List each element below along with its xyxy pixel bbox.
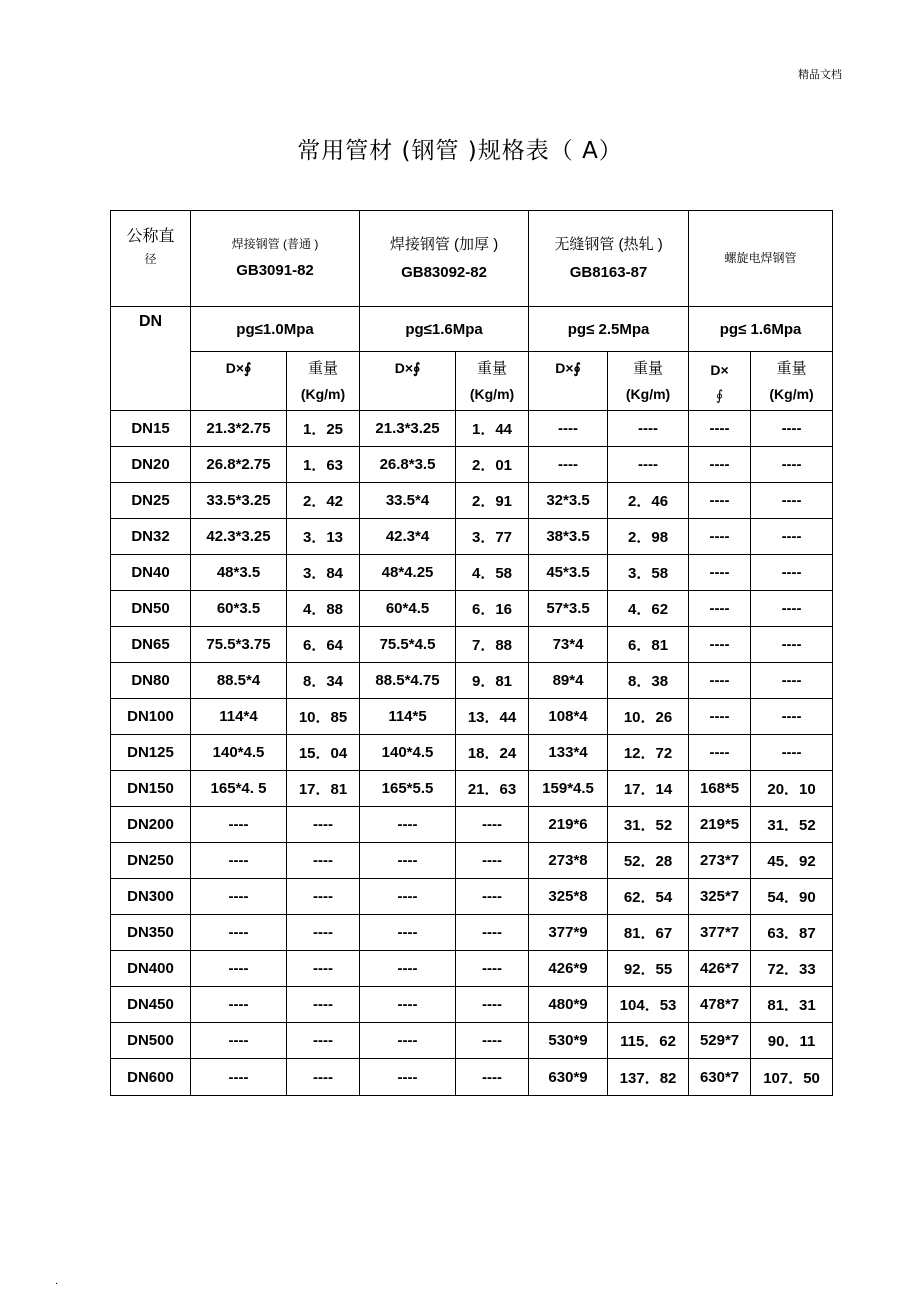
table-row [111, 591, 833, 627]
dimension-cell: ---- [360, 807, 456, 843]
table-body [111, 411, 833, 1096]
pressure-spiral: pg≤ 1.6Mpa [689, 307, 833, 352]
group-standard: GB8163-87 [569, 263, 648, 281]
weight-cell: 115．62 [608, 1023, 689, 1059]
weight-cell: ---- [287, 1023, 360, 1059]
dimension-cell: ---- [191, 1023, 287, 1059]
dimension-cell: ---- [191, 987, 287, 1023]
dimension-cell: 60*4.5 [360, 591, 456, 627]
weight-cell: ---- [456, 951, 529, 987]
watermark: 精品文档 [798, 68, 842, 81]
dimension-cell: ---- [689, 735, 751, 771]
dimension-cell: 75.5*4.5 [360, 627, 456, 663]
dimension-cell: ---- [529, 447, 608, 483]
dimension-cell: 133*4 [529, 735, 608, 771]
weight-cell: 6．64 [287, 627, 360, 663]
dimension-cell: 426*9 [529, 951, 608, 987]
weight-cell: ---- [751, 447, 833, 483]
sub-weight-header [456, 352, 529, 411]
weight-cell: ---- [456, 987, 529, 1023]
table-row [111, 411, 833, 447]
weight-cell: 8．34 [287, 663, 360, 699]
dimension-cell: ---- [191, 843, 287, 879]
weight-cell: 4．58 [456, 555, 529, 591]
dimension-cell: ---- [191, 879, 287, 915]
weight-cell: 6．16 [456, 591, 529, 627]
dimension-cell: 88.5*4.75 [360, 663, 456, 699]
nominal-label-top: 公称直 [126, 228, 175, 245]
weight-cell: 52．28 [608, 843, 689, 879]
dn-cell: DN300 [111, 879, 191, 915]
table-row [111, 663, 833, 699]
dimension-cell: 630*9 [529, 1059, 608, 1096]
dimension-cell: ---- [689, 483, 751, 519]
weight-unit: (Kg/m) [469, 385, 515, 402]
weight-cell: 54．90 [751, 879, 833, 915]
group-name: 无缝钢管 (热轧 ) [554, 235, 663, 253]
weight-cell: 2．46 [608, 483, 689, 519]
dn-cell: DN15 [111, 411, 191, 447]
table-row [111, 519, 833, 555]
header-row-sub [111, 352, 833, 411]
table-row [111, 771, 833, 807]
dimension-cell: 73*4 [529, 627, 608, 663]
table-row [111, 699, 833, 735]
dimension-cell: 478*7 [689, 987, 751, 1023]
weight-cell: ---- [751, 591, 833, 627]
dimension-cell: ---- [191, 915, 287, 951]
weight-cell: 1．25 [287, 411, 360, 447]
dimension-cell: ---- [529, 411, 608, 447]
weight-cell: 62．54 [608, 879, 689, 915]
dn-cell: DN40 [111, 555, 191, 591]
weight-cell: 4．62 [608, 591, 689, 627]
weight-cell: 17．81 [287, 771, 360, 807]
dimension-cell: ---- [360, 1059, 456, 1096]
dim-label-b: ∮ [715, 386, 724, 403]
group-name: 焊接钢管 (加厚 ) [389, 235, 499, 253]
header-row-groups [111, 211, 833, 307]
weight-cell: ---- [287, 1059, 360, 1096]
dimension-cell: ---- [689, 699, 751, 735]
weight-cell: ---- [287, 951, 360, 987]
group-name: 焊接钢管 (普通 ) [231, 237, 319, 252]
table-row [111, 735, 833, 771]
header-row-pressure [111, 307, 833, 352]
dimension-cell: 480*9 [529, 987, 608, 1023]
pressure-normal: pg≤1.0Mpa [191, 307, 360, 352]
dn-cell: DN50 [111, 591, 191, 627]
dimension-cell: ---- [191, 807, 287, 843]
dimension-cell: 57*3.5 [529, 591, 608, 627]
weight-cell: ---- [751, 663, 833, 699]
group-header-spiral [689, 211, 833, 307]
dimension-cell: 168*5 [689, 771, 751, 807]
dimension-cell: 88.5*4 [191, 663, 287, 699]
weight-cell: ---- [751, 519, 833, 555]
weight-cell: ---- [287, 879, 360, 915]
table-row [111, 447, 833, 483]
dimension-cell: ---- [360, 915, 456, 951]
dimension-cell: ---- [191, 1059, 287, 1096]
dimension-cell: ---- [360, 951, 456, 987]
dimension-cell: 273*8 [529, 843, 608, 879]
sub-dim-header: D×∮ [360, 352, 456, 411]
weight-cell: 8．38 [608, 663, 689, 699]
weight-cell: 90．11 [751, 1023, 833, 1059]
group-standard: GB83092-82 [401, 263, 487, 281]
table-row [111, 951, 833, 987]
weight-cell: ---- [287, 843, 360, 879]
dimension-cell: 38*3.5 [529, 519, 608, 555]
weight-cell: 10．26 [608, 699, 689, 735]
dimension-cell: 48*4.25 [360, 555, 456, 591]
dimension-cell: 325*8 [529, 879, 608, 915]
dimension-cell: 325*7 [689, 879, 751, 915]
weight-unit: (Kg/m) [300, 385, 346, 402]
dimension-cell: 529*7 [689, 1023, 751, 1059]
dimension-cell: ---- [689, 519, 751, 555]
dimension-cell: ---- [360, 1023, 456, 1059]
pressure-thick: pg≤1.6Mpa [360, 307, 529, 352]
weight-cell: ---- [287, 807, 360, 843]
table-row [111, 1059, 833, 1096]
dimension-cell: 140*4.5 [191, 735, 287, 771]
weight-cell: ---- [456, 1023, 529, 1059]
dn-cell: DN250 [111, 843, 191, 879]
dimension-cell: 89*4 [529, 663, 608, 699]
weight-cell: ---- [608, 447, 689, 483]
dimension-cell: 42.3*4 [360, 519, 456, 555]
weight-cell: ---- [751, 699, 833, 735]
weight-cell: 1．63 [287, 447, 360, 483]
sub-weight-header [287, 352, 360, 411]
dimension-cell: ---- [689, 627, 751, 663]
dimension-cell: ---- [689, 663, 751, 699]
dimension-cell: 377*9 [529, 915, 608, 951]
weight-label: 重量 [633, 359, 664, 377]
group-name: 螺旋电焊钢管 [724, 251, 797, 266]
weight-cell: ---- [608, 411, 689, 447]
dimension-cell: 165*4. 5 [191, 771, 287, 807]
sub-weight-header [751, 352, 833, 411]
dimension-cell: 630*7 [689, 1059, 751, 1096]
group-header-welded-normal [191, 211, 360, 307]
weight-label: 重量 [776, 359, 807, 377]
dn-cell: DN400 [111, 951, 191, 987]
dimension-cell: 114*4 [191, 699, 287, 735]
weight-cell: ---- [456, 915, 529, 951]
weight-cell: 3．13 [287, 519, 360, 555]
weight-cell: 72．33 [751, 951, 833, 987]
group-header-seamless [529, 211, 689, 307]
table-row [111, 483, 833, 519]
dimension-cell: 377*7 [689, 915, 751, 951]
group-header-welded-thick [360, 211, 529, 307]
weight-cell: ---- [751, 627, 833, 663]
dn-cell: DN65 [111, 627, 191, 663]
dimension-cell: 114*5 [360, 699, 456, 735]
dn-cell: DN20 [111, 447, 191, 483]
weight-cell: ---- [751, 555, 833, 591]
weight-cell: ---- [287, 915, 360, 951]
weight-cell: 9．81 [456, 663, 529, 699]
dimension-cell: 42.3*3.25 [191, 519, 287, 555]
dimension-cell: ---- [689, 447, 751, 483]
weight-cell: ---- [751, 735, 833, 771]
dimension-cell: 21.3*3.25 [360, 411, 456, 447]
table-row [111, 987, 833, 1023]
weight-cell: 17．14 [608, 771, 689, 807]
weight-cell: ---- [287, 987, 360, 1023]
dimension-cell: ---- [360, 843, 456, 879]
dimension-cell: 108*4 [529, 699, 608, 735]
weight-cell: 1．44 [456, 411, 529, 447]
dn-cell: DN450 [111, 987, 191, 1023]
weight-cell: ---- [456, 807, 529, 843]
weight-cell: 81．67 [608, 915, 689, 951]
sub-weight-header [608, 352, 689, 411]
sub-dim-header: D×∮ [191, 352, 287, 411]
weight-cell: 104．53 [608, 987, 689, 1023]
weight-cell: 107．50 [751, 1059, 833, 1096]
weight-cell: 4．88 [287, 591, 360, 627]
dimension-cell: 426*7 [689, 951, 751, 987]
weight-cell: 3．84 [287, 555, 360, 591]
weight-cell: 10．85 [287, 699, 360, 735]
dn-cell: DN200 [111, 807, 191, 843]
dimension-cell: 45*3.5 [529, 555, 608, 591]
dimension-cell: 219*6 [529, 807, 608, 843]
dimension-cell: ---- [689, 555, 751, 591]
dimension-cell: 219*5 [689, 807, 751, 843]
dimension-cell: 26.8*3.5 [360, 447, 456, 483]
weight-cell: 2．98 [608, 519, 689, 555]
dn-cell: DN500 [111, 1023, 191, 1059]
weight-label: 重量 [308, 359, 339, 377]
dimension-cell: 26.8*2.75 [191, 447, 287, 483]
dimension-cell: ---- [360, 879, 456, 915]
dn-cell: DN350 [111, 915, 191, 951]
dimension-cell: 273*7 [689, 843, 751, 879]
dimension-cell: ---- [360, 987, 456, 1023]
weight-cell: ---- [456, 879, 529, 915]
dn-cell: DN100 [111, 699, 191, 735]
weight-cell: 45．92 [751, 843, 833, 879]
dimension-cell: ---- [191, 951, 287, 987]
weight-cell: 15．04 [287, 735, 360, 771]
weight-cell: 20．10 [751, 771, 833, 807]
table-row [111, 627, 833, 663]
dimension-cell: 48*3.5 [191, 555, 287, 591]
weight-cell: 31．52 [608, 807, 689, 843]
weight-cell: 3．77 [456, 519, 529, 555]
nominal-label-bottom: 径 [144, 252, 157, 266]
weight-cell: 81．31 [751, 987, 833, 1023]
weight-cell: ---- [751, 483, 833, 519]
table-row [111, 843, 833, 879]
dimension-cell: 32*3.5 [529, 483, 608, 519]
dim-label-a: D× [710, 362, 729, 378]
group-standard: GB3091-82 [236, 261, 314, 279]
dimension-cell: 75.5*3.75 [191, 627, 287, 663]
dimension-cell: 140*4.5 [360, 735, 456, 771]
table-row [111, 879, 833, 915]
weight-cell: ---- [751, 411, 833, 447]
weight-cell: 31．52 [751, 807, 833, 843]
dimension-cell: ---- [689, 591, 751, 627]
pipe-spec-table [110, 210, 833, 1096]
weight-label: 重量 [477, 359, 508, 377]
dn-cell: DN125 [111, 735, 191, 771]
weight-cell: 18．24 [456, 735, 529, 771]
dn-cell: DN80 [111, 663, 191, 699]
weight-cell: 3．58 [608, 555, 689, 591]
weight-cell: 63．87 [751, 915, 833, 951]
table-row [111, 807, 833, 843]
weight-cell: 13．44 [456, 699, 529, 735]
dimension-cell: 60*3.5 [191, 591, 287, 627]
weight-cell: 6．81 [608, 627, 689, 663]
dimension-cell: 33.5*4 [360, 483, 456, 519]
dn-cell: DN32 [111, 519, 191, 555]
weight-unit: (Kg/m) [769, 385, 814, 402]
pressure-seamless: pg≤ 2.5Mpa [529, 307, 689, 352]
sub-dim-header [689, 352, 751, 411]
dn-header: DN [111, 307, 191, 411]
dimension-cell: 530*9 [529, 1023, 608, 1059]
table-row [111, 555, 833, 591]
weight-cell: 137．82 [608, 1059, 689, 1096]
footer-dot: . [55, 1276, 59, 1287]
dimension-cell: 33.5*3.25 [191, 483, 287, 519]
weight-cell: 92．55 [608, 951, 689, 987]
weight-cell: ---- [456, 843, 529, 879]
table-row [111, 915, 833, 951]
dimension-cell: 159*4.5 [529, 771, 608, 807]
page-title: 常用管材 (钢管 )规格表（ A） [297, 138, 623, 164]
weight-cell: 2．91 [456, 483, 529, 519]
table-row [111, 1023, 833, 1059]
weight-cell: 2．01 [456, 447, 529, 483]
dimension-cell: ---- [689, 411, 751, 447]
dn-cell: DN25 [111, 483, 191, 519]
weight-cell: ---- [456, 1059, 529, 1096]
dn-cell: DN600 [111, 1059, 191, 1096]
dimension-cell: 165*5.5 [360, 771, 456, 807]
weight-cell: 12．72 [608, 735, 689, 771]
nominal-diameter-header [111, 211, 191, 307]
weight-cell: 2．42 [287, 483, 360, 519]
weight-cell: 21．63 [456, 771, 529, 807]
weight-unit: (Kg/m) [625, 385, 671, 402]
sub-dim-header: D×∮ [529, 352, 608, 411]
dimension-cell: 21.3*2.75 [191, 411, 287, 447]
weight-cell: 7．88 [456, 627, 529, 663]
dn-cell: DN150 [111, 771, 191, 807]
